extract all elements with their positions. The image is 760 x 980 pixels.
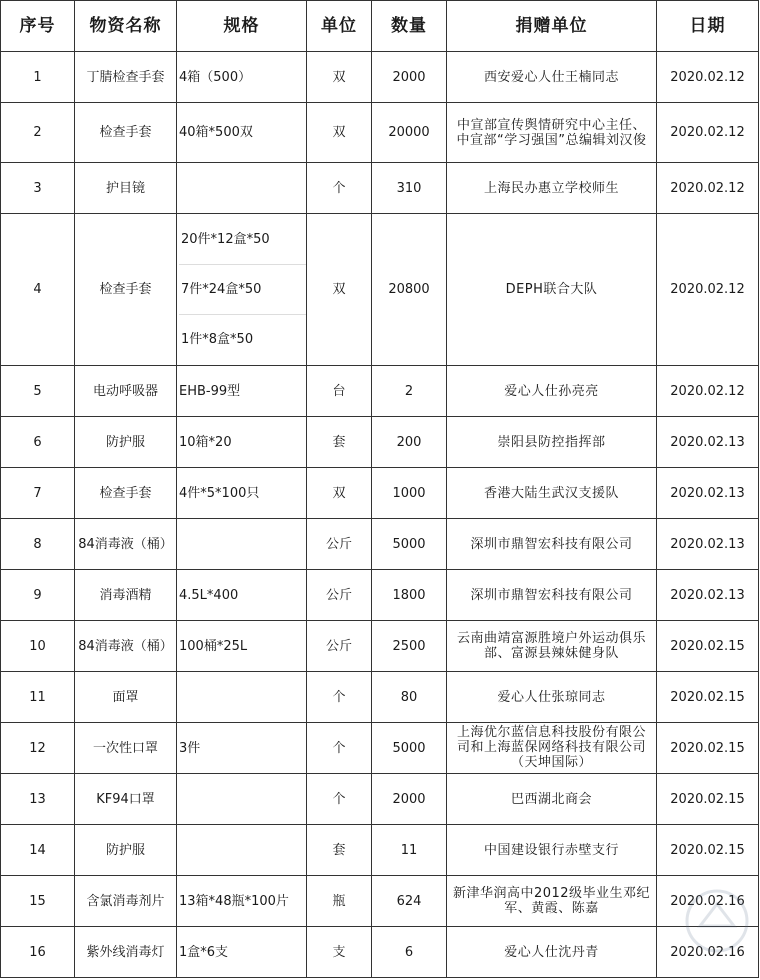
table-row xyxy=(1,570,759,621)
cell-quantity: 310 xyxy=(372,163,447,214)
cell-no: 13 xyxy=(1,774,75,825)
cell-quantity: 6 xyxy=(372,927,447,978)
cell-donor: 巴西湖北商会 xyxy=(447,774,657,825)
cell-unit: 双 xyxy=(307,52,372,103)
cell-quantity: 1000 xyxy=(372,468,447,519)
cell-spec-line: 20件*12盒*50 xyxy=(179,215,306,265)
cell-item-name: 防护服 xyxy=(75,417,177,468)
cell-spec-line: 7件*24盒*50 xyxy=(179,265,306,315)
cell-date: 2020.02.12 xyxy=(657,366,759,417)
cell-spec: 4.5L*400 xyxy=(177,570,307,621)
cell-date: 2020.02.13 xyxy=(657,570,759,621)
header-item-name: 物资名称 xyxy=(75,1,177,52)
cell-donor: 中宣部宣传舆情研究中心主任、中宣部“学习强国”总编辑刘汉俊 xyxy=(447,103,657,163)
cell-no: 1 xyxy=(1,52,75,103)
table-row xyxy=(1,723,759,774)
cell-spec: 100桶*25L xyxy=(177,621,307,672)
cell-date: 2020.02.12 xyxy=(657,214,759,366)
cell-quantity: 20000 xyxy=(372,103,447,163)
cell-quantity: 80 xyxy=(372,672,447,723)
cell-item-name: 护目镜 xyxy=(75,163,177,214)
cell-donor: 云南曲靖富源胜境户外运动俱乐部、富源县辣妹健身队 xyxy=(447,621,657,672)
cell-date: 2020.02.13 xyxy=(657,519,759,570)
cell-donor: 崇阳县防控指挥部 xyxy=(447,417,657,468)
cell-item-name: 丁腈检查手套 xyxy=(75,52,177,103)
cell-unit: 公斤 xyxy=(307,570,372,621)
header-unit: 单位 xyxy=(307,1,372,52)
table-row xyxy=(1,672,759,723)
cell-spec xyxy=(177,163,307,214)
table-row xyxy=(1,621,759,672)
cell-donor: DEPH联合大队 xyxy=(447,214,657,366)
cell-unit: 公斤 xyxy=(307,519,372,570)
cell-item-name: 检查手套 xyxy=(75,214,177,366)
cell-spec: 13箱*48瓶*100片 xyxy=(177,876,307,927)
cell-quantity: 200 xyxy=(372,417,447,468)
table-row xyxy=(1,103,759,163)
cell-unit: 台 xyxy=(307,366,372,417)
cell-donor-text: 上海优尔蓝信息科技股份有限公司和上海蓝保网络科技有限公司（天坤国际） xyxy=(456,724,646,770)
cell-item-name: KF94口罩 xyxy=(75,774,177,825)
cell-spec-line: 1件*8盒*50 xyxy=(181,332,254,348)
cell-unit: 套 xyxy=(307,417,372,468)
cell-donor: 香港大陆生武汉支援队 xyxy=(447,468,657,519)
cell-spec: 4件*5*100只 xyxy=(177,468,307,519)
cell-spec xyxy=(177,519,307,570)
cell-no: 7 xyxy=(1,468,75,519)
cell-item-name: 紫外线消毒灯 xyxy=(75,927,177,978)
cell-spec xyxy=(177,672,307,723)
cell-donor: 上海民办惠立学校师生 xyxy=(447,163,657,214)
cell-no: 15 xyxy=(1,876,75,927)
cell-date: 2020.02.15 xyxy=(657,774,759,825)
cell-no: 10 xyxy=(1,621,75,672)
cell-date: 2020.02.16 xyxy=(657,927,759,978)
cell-date: 2020.02.15 xyxy=(657,621,759,672)
header-quantity: 数量 xyxy=(372,1,447,52)
cell-item-name: 84消毒液（桶） xyxy=(75,519,177,570)
cell-donor: 新津华润高中2012级毕业生邓纪军、黄霞、陈嘉 xyxy=(447,876,657,927)
cell-item-name: 防护服 xyxy=(75,825,177,876)
cell-no: 5 xyxy=(1,366,75,417)
cell-unit: 公斤 xyxy=(307,621,372,672)
table-row xyxy=(1,52,759,103)
cell-date: 2020.02.12 xyxy=(657,163,759,214)
cell-donor: 中国建设银行赤壁支行 xyxy=(447,825,657,876)
table-row xyxy=(1,774,759,825)
table-row xyxy=(1,927,759,978)
table-row xyxy=(1,214,759,366)
cell-item-name: 消毒酒精 xyxy=(75,570,177,621)
cell-quantity: 2 xyxy=(372,366,447,417)
cell-donor: 爱心人仕孙亮亮 xyxy=(447,366,657,417)
table-row xyxy=(1,519,759,570)
cell-no: 12 xyxy=(1,723,75,774)
cell-quantity: 11 xyxy=(372,825,447,876)
table-row xyxy=(1,876,759,927)
cell-quantity: 624 xyxy=(372,876,447,927)
cell-unit: 个 xyxy=(307,723,372,774)
table-row xyxy=(1,468,759,519)
cell-quantity: 5000 xyxy=(372,519,447,570)
cell-quantity: 1800 xyxy=(372,570,447,621)
cell-spec: 4箱（500） xyxy=(177,52,307,103)
header-spec: 规格 xyxy=(177,1,307,52)
cell-item-name: 一次性口罩 xyxy=(75,723,177,774)
table-row xyxy=(1,825,759,876)
cell-unit: 支 xyxy=(307,927,372,978)
cell-unit: 个 xyxy=(307,163,372,214)
header-row xyxy=(1,1,759,52)
cell-item-name: 面罩 xyxy=(75,672,177,723)
cell-spec xyxy=(177,214,307,366)
cell-item-name: 含氯消毒剂片 xyxy=(75,876,177,927)
cell-spec: 10箱*20 xyxy=(177,417,307,468)
cell-spec: 40箱*500双 xyxy=(177,103,307,163)
cell-donor: 深圳市鼎智宏科技有限公司 xyxy=(447,570,657,621)
cell-date: 2020.02.12 xyxy=(657,103,759,163)
cell-donor: 深圳市鼎智宏科技有限公司 xyxy=(447,519,657,570)
cell-item-name: 检查手套 xyxy=(75,103,177,163)
cell-date: 2020.02.15 xyxy=(657,825,759,876)
cell-date: 2020.02.12 xyxy=(657,52,759,103)
cell-unit: 个 xyxy=(307,774,372,825)
cell-unit: 双 xyxy=(307,214,372,366)
header-donor: 捐赠单位 xyxy=(447,1,657,52)
cell-no: 11 xyxy=(1,672,75,723)
cell-no: 9 xyxy=(1,570,75,621)
cell-date: 2020.02.16 xyxy=(657,876,759,927)
cell-spec xyxy=(177,774,307,825)
cell-donor: 爱心人仕沈丹青 xyxy=(447,927,657,978)
cell-unit: 个 xyxy=(307,672,372,723)
cell-unit: 套 xyxy=(307,825,372,876)
cell-item-name: 电动呼吸器 xyxy=(75,366,177,417)
cell-date: 2020.02.15 xyxy=(657,672,759,723)
cell-spec: 3件 xyxy=(177,723,307,774)
header-no: 序号 xyxy=(1,1,75,52)
cell-no: 6 xyxy=(1,417,75,468)
cell-spec xyxy=(177,825,307,876)
cell-donor xyxy=(447,723,657,774)
cell-no: 14 xyxy=(1,825,75,876)
cell-quantity: 20800 xyxy=(372,214,447,366)
cell-no: 4 xyxy=(1,214,75,366)
cell-item-name: 84消毒液（桶） xyxy=(75,621,177,672)
cell-quantity: 2000 xyxy=(372,52,447,103)
table-row xyxy=(1,163,759,214)
cell-date: 2020.02.15 xyxy=(657,723,759,774)
cell-no: 16 xyxy=(1,927,75,978)
cell-date: 2020.02.13 xyxy=(657,417,759,468)
cell-spec: 1盒*6支 xyxy=(177,927,307,978)
header-date: 日期 xyxy=(657,1,759,52)
cell-spec: EHB-99型 xyxy=(177,366,307,417)
cell-unit: 瓶 xyxy=(307,876,372,927)
watermark-logo xyxy=(682,886,752,956)
cell-unit: 双 xyxy=(307,103,372,163)
cell-unit: 双 xyxy=(307,468,372,519)
cell-no: 2 xyxy=(1,103,75,163)
cell-no: 3 xyxy=(1,163,75,214)
cell-quantity: 2000 xyxy=(372,774,447,825)
cell-date: 2020.02.13 xyxy=(657,468,759,519)
cell-donor: 西安爱心人仕王楠同志 xyxy=(447,52,657,103)
cell-item-name: 检查手套 xyxy=(75,468,177,519)
table-row xyxy=(1,417,759,468)
cell-donor: 爱心人仕张琼同志 xyxy=(447,672,657,723)
cell-quantity: 5000 xyxy=(372,723,447,774)
cell-no: 8 xyxy=(1,519,75,570)
table-row xyxy=(1,366,759,417)
cell-quantity: 2500 xyxy=(372,621,447,672)
